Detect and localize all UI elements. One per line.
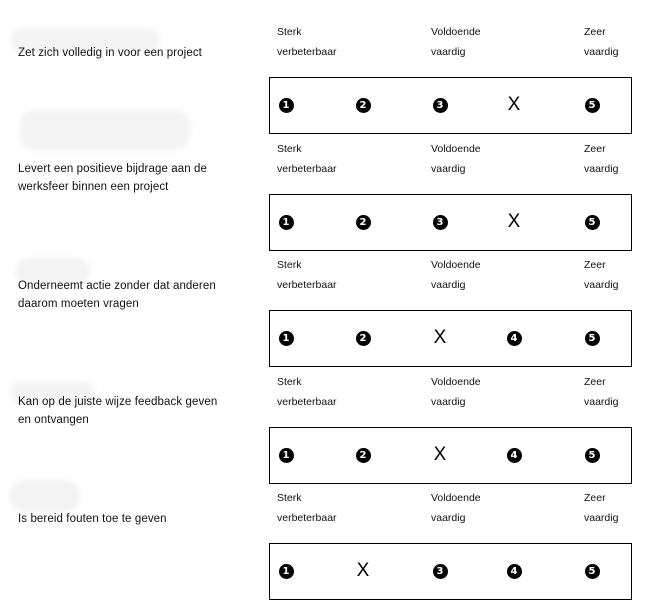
number-circle-icon: 1 — [279, 215, 294, 230]
question-line: Kan op de juiste wijze feedback geven — [18, 396, 218, 408]
scale-label-low — [277, 22, 337, 62]
number-circle-icon: 4 — [507, 331, 522, 346]
rating-item — [0, 253, 653, 370]
number-circle-icon: 5 — [585, 331, 600, 346]
scale-label-line: Sterk — [277, 26, 302, 38]
rating-box — [269, 310, 632, 367]
rating-option-selected[interactable] — [504, 95, 524, 115]
scale-label-line: Zeer — [584, 259, 606, 271]
scale-label-high — [584, 139, 618, 179]
question-line: Zet zich volledig in voor een project — [18, 47, 202, 59]
rating-item — [0, 137, 653, 254]
scale-label-line: vaardig — [584, 396, 619, 408]
scale-label-line: verbeterbaar — [277, 512, 337, 524]
question-line: en ontvangen — [18, 414, 89, 426]
number-circle-icon: 1 — [279, 331, 294, 346]
rating-option[interactable] — [582, 95, 602, 115]
scale-label-high — [584, 372, 618, 412]
scale-label-line: vaardig — [431, 512, 466, 524]
scale-label-line: vaardig — [431, 396, 466, 408]
scale-label-line: verbeterbaar — [277, 163, 337, 175]
scale-label-low — [277, 488, 337, 528]
rating-option[interactable] — [582, 445, 602, 465]
rating-option[interactable] — [430, 95, 450, 115]
rating-option[interactable] — [430, 561, 450, 581]
rating-box — [269, 194, 632, 251]
rating-option-selected[interactable] — [353, 561, 373, 581]
rating-option[interactable] — [430, 212, 450, 232]
number-circle-icon: 4 — [507, 564, 522, 579]
question-line: Is bereid fouten toe te geven — [18, 513, 167, 525]
scale-label-line: vaardig — [431, 163, 466, 175]
scale-label-low — [277, 372, 337, 412]
scale-label-mid — [431, 139, 481, 179]
rating-item — [0, 20, 653, 137]
scale-label-line: vaardig — [584, 512, 619, 524]
scale-label-low — [277, 139, 337, 179]
rating-option[interactable] — [582, 561, 602, 581]
scale-label-high — [584, 255, 618, 295]
selected-mark: X — [356, 560, 370, 581]
rating-item — [0, 370, 653, 487]
rating-option[interactable] — [276, 212, 296, 232]
number-circle-icon: 1 — [279, 98, 294, 113]
rating-option[interactable] — [582, 212, 602, 232]
scale-label-line: Voldoende — [431, 492, 481, 504]
rating-item — [0, 486, 653, 603]
question-text — [18, 277, 250, 313]
rating-option[interactable] — [276, 561, 296, 581]
scale-label-line: Sterk — [277, 143, 302, 155]
selected-mark: X — [433, 327, 447, 348]
rating-option-selected[interactable] — [430, 328, 450, 348]
rating-option[interactable] — [504, 445, 524, 465]
rating-option[interactable] — [276, 328, 296, 348]
number-circle-icon: 5 — [585, 215, 600, 230]
rating-option[interactable] — [353, 212, 373, 232]
rating-option[interactable] — [276, 445, 296, 465]
number-circle-icon: 3 — [433, 98, 448, 113]
selected-mark: X — [507, 211, 521, 232]
selected-mark: X — [433, 444, 447, 465]
number-circle-icon: 2 — [356, 331, 371, 346]
scale-label-line: vaardig — [584, 279, 619, 291]
rating-option[interactable] — [504, 328, 524, 348]
scale-label-low — [277, 255, 337, 295]
question-text — [18, 510, 250, 528]
rating-option[interactable] — [353, 95, 373, 115]
scale-label-line: vaardig — [584, 163, 619, 175]
scale-label-line: vaardig — [431, 279, 466, 291]
scale-label-line: vaardig — [431, 46, 466, 58]
number-circle-icon: 4 — [507, 448, 522, 463]
number-circle-icon: 5 — [585, 564, 600, 579]
rating-option[interactable] — [504, 561, 524, 581]
scale-label-line: Zeer — [584, 376, 606, 388]
number-circle-icon: 2 — [356, 98, 371, 113]
scale-label-high — [584, 22, 618, 62]
scale-label-mid — [431, 22, 481, 62]
number-circle-icon: 3 — [433, 215, 448, 230]
rating-option-selected[interactable] — [430, 445, 450, 465]
scale-label-line: verbeterbaar — [277, 279, 337, 291]
number-circle-icon: 5 — [585, 448, 600, 463]
scale-label-line: Zeer — [584, 492, 606, 504]
scale-label-line: Zeer — [584, 143, 606, 155]
rating-option[interactable] — [582, 328, 602, 348]
scale-label-line: Sterk — [277, 492, 302, 504]
rating-box — [269, 543, 632, 600]
scale-label-high — [584, 488, 618, 528]
question-line: Onderneemt actie zonder dat anderen — [18, 280, 216, 292]
scale-label-line: verbeterbaar — [277, 46, 337, 58]
number-circle-icon: 1 — [279, 448, 294, 463]
scale-label-line: Zeer — [584, 26, 606, 38]
scale-label-mid — [431, 488, 481, 528]
question-line: werksfeer binnen een project — [18, 181, 169, 193]
scale-label-line: Voldoende — [431, 143, 481, 155]
rating-option-selected[interactable] — [504, 212, 524, 232]
question-text — [18, 44, 250, 62]
scale-label-line: Voldoende — [431, 259, 481, 271]
question-text — [18, 393, 250, 429]
selected-mark: X — [507, 94, 521, 115]
scale-label-mid — [431, 372, 481, 412]
question-line: Levert een positieve bijdrage aan de — [18, 163, 208, 175]
question-line: daarom moeten vragen — [18, 298, 139, 310]
rating-box — [269, 427, 632, 484]
rating-option[interactable] — [276, 95, 296, 115]
rating-option[interactable] — [353, 328, 373, 348]
scale-label-line: verbeterbaar — [277, 396, 337, 408]
scale-label-line: vaardig — [584, 46, 619, 58]
number-circle-icon: 3 — [433, 564, 448, 579]
scale-label-line: Voldoende — [431, 376, 481, 388]
scale-label-line: Voldoende — [431, 26, 481, 38]
question-text — [18, 160, 250, 196]
scale-label-line: Sterk — [277, 376, 302, 388]
scale-label-line: Sterk — [277, 259, 302, 271]
number-circle-icon: 2 — [356, 215, 371, 230]
number-circle-icon: 5 — [585, 98, 600, 113]
scale-label-mid — [431, 255, 481, 295]
number-circle-icon: 1 — [279, 564, 294, 579]
number-circle-icon: 2 — [356, 448, 371, 463]
rating-option[interactable] — [353, 445, 373, 465]
rating-box — [269, 77, 632, 134]
